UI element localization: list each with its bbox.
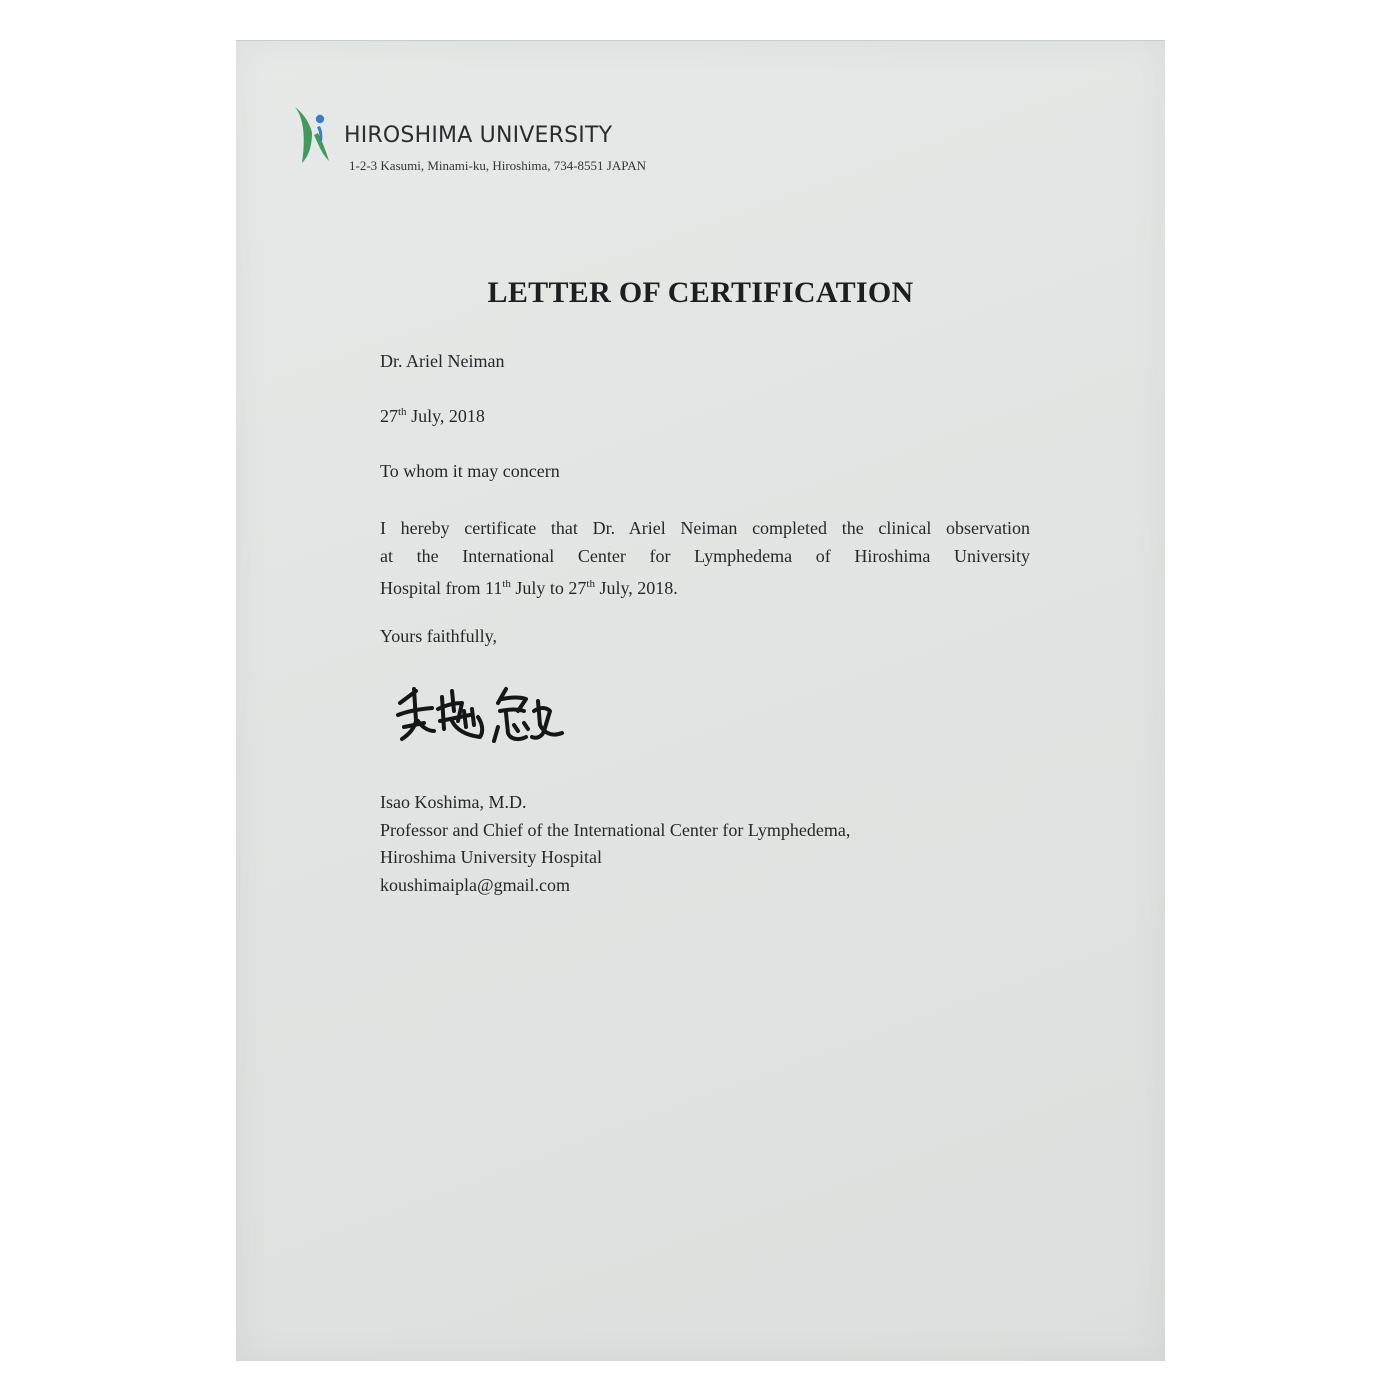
hiroshima-university-logo-icon [293,105,333,165]
body-line-3-part-2: July to 27 [510,578,587,598]
signatory-block [380,789,850,899]
handwritten-signature-icon [394,681,569,756]
signatory-institution: Hiroshima University Hospital [380,847,602,867]
letter-title: LETTER OF CERTIFICATION [487,276,914,309]
recipient-name: Dr. Ariel Neiman [380,351,505,371]
body-line-3-part-1: Hospital from 11 [380,578,503,598]
body-line-2: at the International Center for Lymphedema of Hiroshima University [380,546,1030,566]
body-line-3 [380,570,1030,602]
closing: Yours faithfully, [380,626,498,646]
body-line-1: I hereby certificate that Dr. Ariel Neiman completed the clinical observation [380,518,1030,538]
certification-body [380,514,1030,602]
date-rest: July, 2018 [406,406,485,426]
university-address: 1-2-3 Kasumi, Minami-ku, Hiroshima, 734-8551 JAPAN [349,158,647,173]
letter-paper [236,40,1165,1361]
date-suffix: th [398,406,407,418]
date-day: 27 [380,406,398,426]
body-line-3-part-3: July, 2018. [594,578,678,598]
letter-date [380,406,485,427]
signatory-email: koushimaipla@gmail.com [380,874,571,895]
salutation: To whom it may concern [380,461,560,481]
signatory-position: Professor and Chief of the International Center for Lymphedema, [380,819,851,840]
university-name: HIROSHIMA UNIVERSITY [344,123,613,148]
body-line-3-sup-1: th [502,578,511,590]
signatory-name: Isao Koshima, M.D. [380,792,527,812]
body-line-3-sup-2: th [586,578,595,590]
